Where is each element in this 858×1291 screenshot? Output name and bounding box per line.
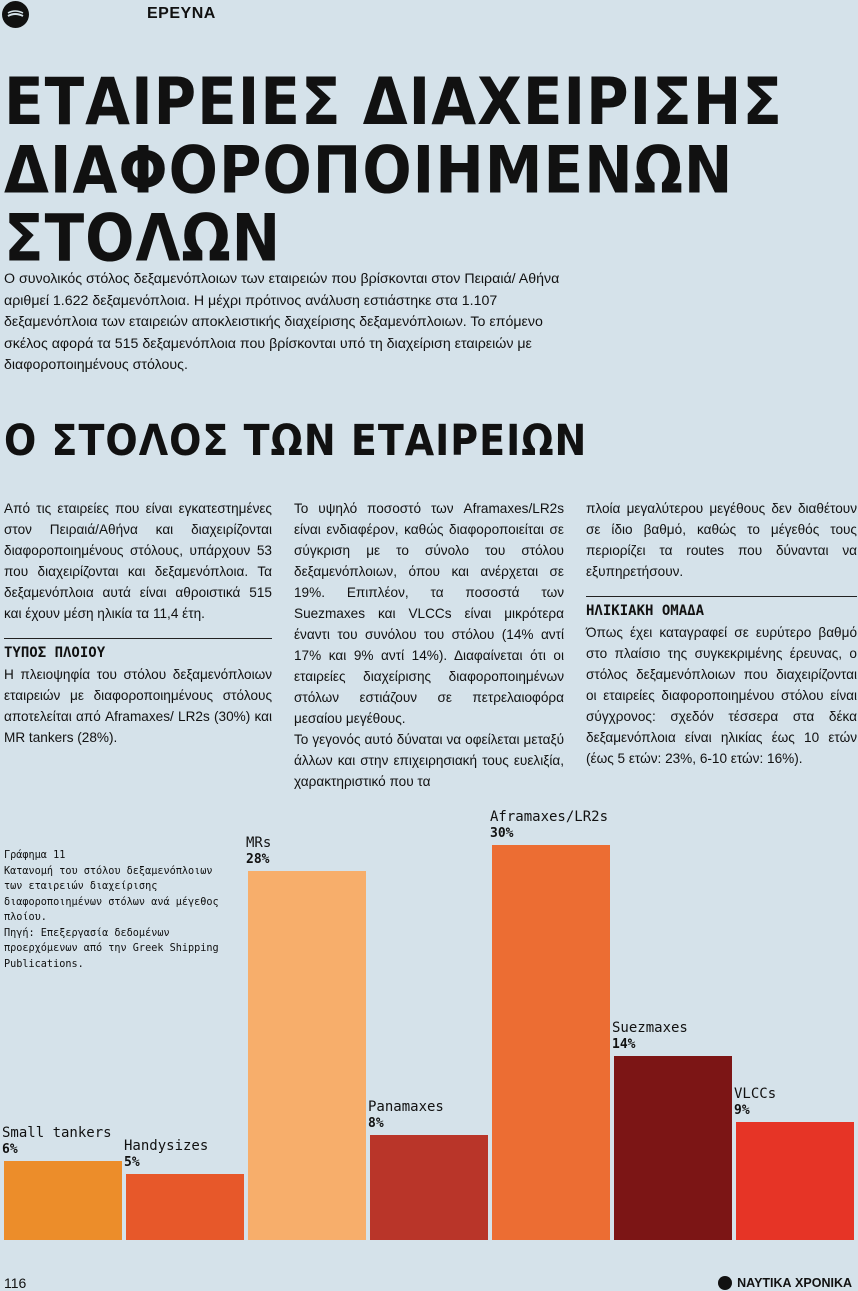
bar-category-label: MRs xyxy=(246,835,272,852)
box-heading: ΤΥΠΟΣ ΠΛΟΙΟΥ xyxy=(4,645,106,661)
bar-category-label: Aframaxes/LR2s xyxy=(490,809,609,825)
divider xyxy=(4,638,272,639)
paragraph: Το υψηλό ποσοστό των Aframaxes/LR2s είναι ενδιαφέρον, καθώς διαφοροποιείται σε σύγκριση με το σύνολο του στόλου δεξαμενόπλοιων, όπου και ανέρχεται σε 19%. Επιπλέον, τα ποσοστά των Suezmaxes και VLCCs είναι μικρότερα έναντι του συνόλου του στόλου (14% αντί 17% και 9% αντί 14%). Διαφαίνεται ότι οι εταιρείες διαχείρισης διαφοροποιημένων στόλων εστιάζουν σε πετρελαιοφόρα μεσαίου μεγέθους. xyxy=(294,501,564,726)
text-column-2 xyxy=(294,498,564,792)
bar xyxy=(4,1161,122,1240)
bar-value-label: 14% xyxy=(612,1036,636,1052)
bar xyxy=(736,1122,854,1241)
bar-value-label: 8% xyxy=(368,1115,384,1131)
bar xyxy=(614,1056,732,1240)
box-heading: ΗΛΙΚΙΑΚΗ ΟΜΑΔΑ xyxy=(586,603,705,619)
text-column-3 xyxy=(586,498,857,769)
brand-logo-icon xyxy=(718,1276,732,1290)
title-line: ΕΤΑΙΡΕΙΕΣ ΔΙΑΧΕΙΡΙΣΗΣ xyxy=(4,63,783,140)
bar-value-label: 9% xyxy=(734,1102,750,1118)
bar-category-label: Handysizes xyxy=(124,1138,209,1155)
bar-category-label: Small tankers xyxy=(2,1125,112,1141)
chart-source: Πηγή: Επεξεργασία δεδομένων προερχόμενων από την Greek Shipping Publications. xyxy=(4,927,219,970)
paragraph: Από τις εταιρείες που είναι εγκατεστημένες στον Πειραιά/Αθήνα και διαχειρίζονται διαφοροποιημένους στόλους, υπάρχουν 53 που διαχειρίζονται και δεξαμενόπλοια. Τα δεξαμενόπλοια αυτά είναι αθροιστικά 515 και έχουν μέση ηλικία τα 11,4 έτη. xyxy=(4,501,272,621)
page-number: 116 xyxy=(4,1275,27,1291)
chart-caption xyxy=(4,848,232,972)
title-line: ΔΙΑΦΟΡΟΠΟΙΗΜΕΝΩΝ xyxy=(4,131,734,208)
page-title xyxy=(4,63,854,277)
bar-value-label: 5% xyxy=(124,1155,140,1171)
magazine-logo-icon xyxy=(2,1,29,28)
paragraph: πλοία μεγαλύτερου μεγέθους δεν διαθέτουν σε ίδιο βαθμό, καθώς το μέγεθός τους περιορίζει τα routes που δύνανται να εξυπηρετήσουν. xyxy=(586,501,857,579)
intro-paragraph: Ο συνολικός στόλος δεξαμενόπλοιων των εταιρειών που βρίσκονται στον Πειραιά/ Αθήνα αριθμεί 1.622 δεξαμενόπλοια. Η μέχρι πρότινος ανάλυση εστιάστηκε στα 1.107 δεξαμενόπλοια των εταιρειών αποκλειστικής διαχείρισης δεξαμενόπλοιων. Το επόμενο σκέλος αφορά τα 515 δεξαμενόπλοια που βρίσκονται υπό τη διαχείριση εταιρειών με διαφοροποιημένους στόλους. xyxy=(4,271,560,373)
title-line: ΣΤΟΛΩΝ xyxy=(4,200,282,277)
section-label: ΕΡΕΥΝΑ xyxy=(147,5,216,22)
bar xyxy=(492,845,610,1240)
bar xyxy=(126,1174,244,1240)
paragraph: Η πλειοψηφία του στόλου δεξαμενόπλοιων εταιρειών με διαφοροποιημένους στόλους αποτελείται από Aframaxes/ LR2s (30%) και MR tankers (28%). xyxy=(4,667,272,745)
bar-category-label: Panamaxes xyxy=(368,1098,444,1115)
chart-number: Γράφημα 11 xyxy=(4,850,66,861)
bar-value-label: 28% xyxy=(246,852,270,868)
bar-category-label: VLCCs xyxy=(734,1085,777,1102)
bar-value-label: 6% xyxy=(2,1142,18,1157)
bar-category-label: Suezmaxes xyxy=(612,1019,688,1036)
bar xyxy=(248,871,366,1240)
chart-description: Κατανομή του στόλου δεξαμενόπλοιων των εταιρειών διαχείρισης διαφοροποιημένων στόλων ανά μέγεθος πλοίου. xyxy=(4,865,219,923)
bar xyxy=(370,1135,488,1240)
text-column-1 xyxy=(4,498,272,748)
paragraph: Το γεγονός αυτό δύναται να οφείλεται μεταξύ άλλων και στην επιχειρησιακή τους ευελιξία, χαρακτηριστικό που τα xyxy=(294,732,564,789)
paragraph: Όπως έχει καταγραφεί σε ευρύτερο βαθμό στο πλαίσιο της συγκεκριμένης έρευνας, ο στόλος δεξαμενόπλοιων που διαχειρίζονται οι εταιρείες διαφοροποιημένου στόλου είναι σύγχρονος: σχεδόν τέσσερα στα δέκα δεξαμενόπλοια είναι ηλικίας έως 10 ετών (έως 5 ετών: 23%, 6-10 ετών: 16%). xyxy=(586,625,857,766)
footer-brand xyxy=(718,1276,852,1290)
section-heading: Ο ΣΤΟΛΟΣ ΤΩΝ ΕΤΑΙΡΕΙΩΝ xyxy=(4,416,588,466)
bar-value-label: 30% xyxy=(490,826,514,841)
brand-name: ΝΑΥΤΙΚΑ ΧΡΟΝΙΚΑ xyxy=(737,1276,852,1290)
divider xyxy=(586,596,857,597)
